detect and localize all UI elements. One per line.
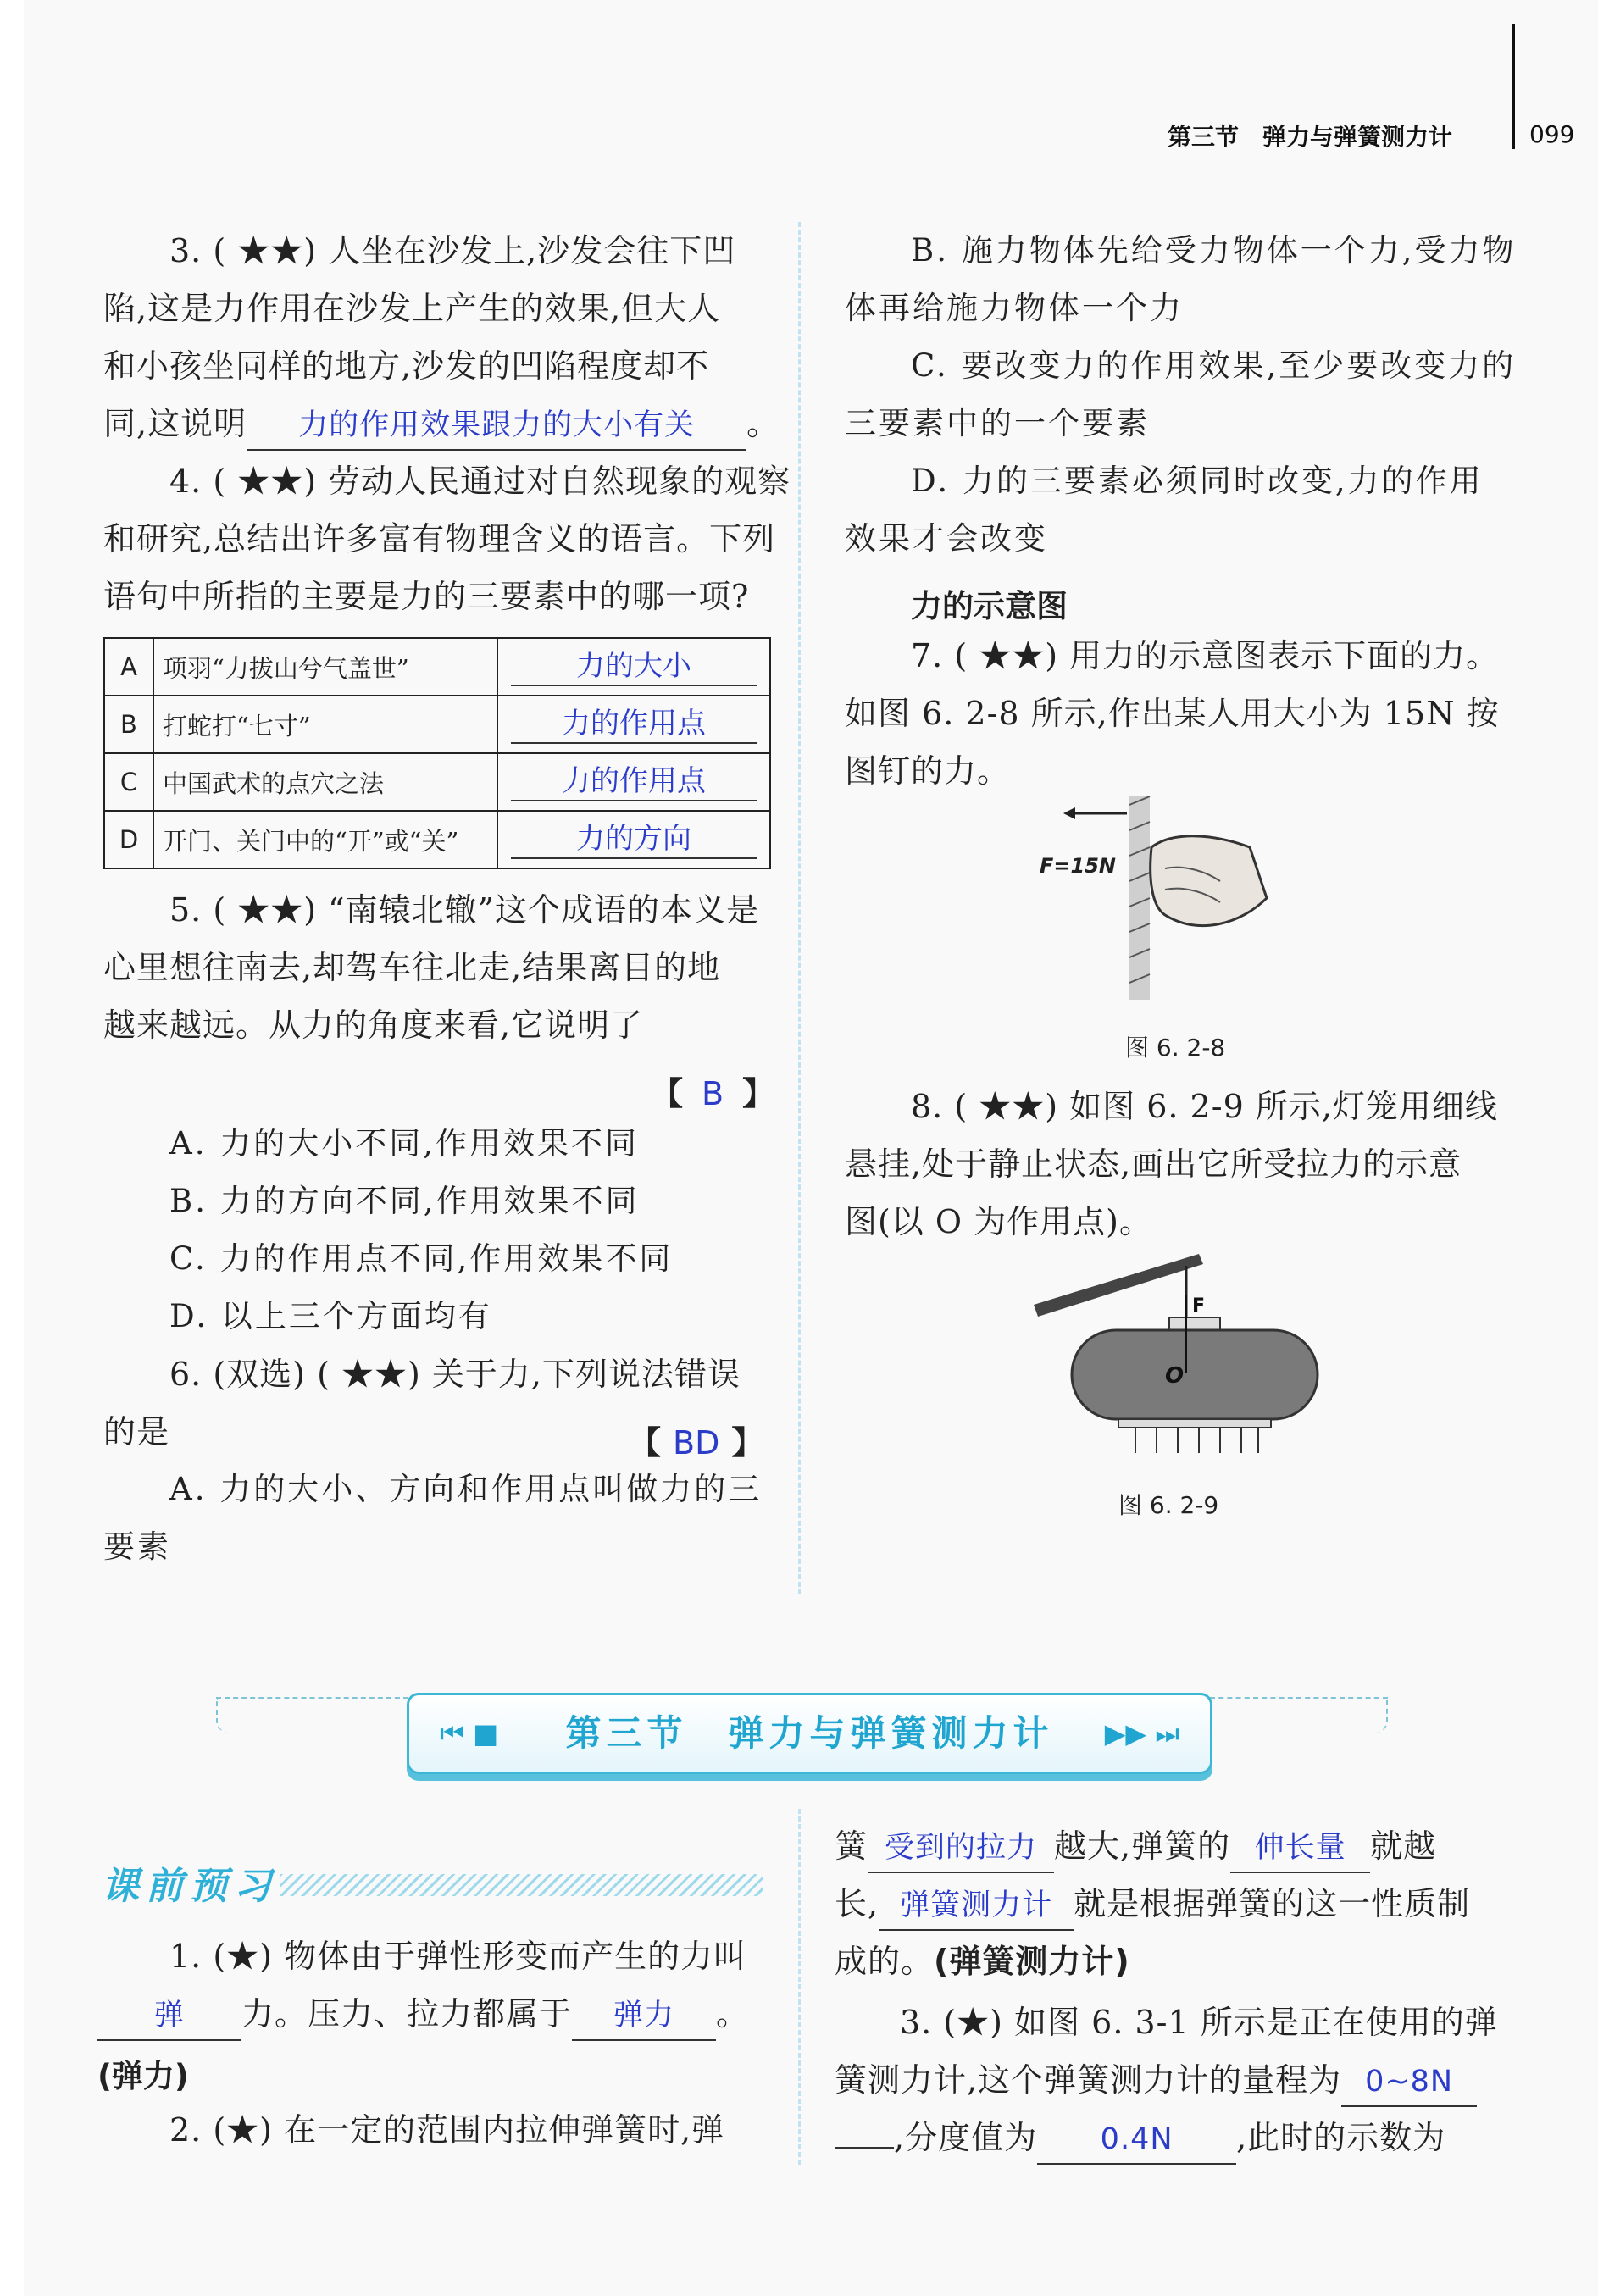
q6-option-a-line-2: 要素 bbox=[103, 1528, 171, 1565]
q6-option-a-line-1: A. 力的大小、方向和作用点叫做力的三 bbox=[169, 1471, 763, 1507]
q4-line-2: 和研究,总结出许多富有物理含义的语言。下列 bbox=[103, 520, 776, 557]
q6-option-d-line-1: D. 力的三要素必须同时改变,力的作用 bbox=[911, 463, 1484, 499]
table-row bbox=[104, 696, 770, 753]
pre-q1-line-2: 弹 力。压力、拉力都属于 弹力 。 bbox=[97, 1985, 749, 2043]
section-banner bbox=[407, 1693, 1212, 1774]
table-row bbox=[104, 638, 770, 696]
skip-back-icon: ⏮ ■ bbox=[440, 1717, 499, 1750]
force-diagram-heading: 力的示意图 bbox=[911, 588, 1068, 624]
table-row bbox=[104, 753, 770, 811]
q4-line-1: 4. ( ★★) 劳动人民通过对自然现象的观察 bbox=[169, 463, 791, 500]
q6-option-b-line-1: B. 施力物体先给受力物体一个力,受力物 bbox=[911, 232, 1517, 269]
banner-title: 第三节 弹力与弹簧测力计 bbox=[565, 1712, 1054, 1754]
tassels bbox=[1135, 1428, 1258, 1453]
pre-q3-line-3: ,分度值为 0.4N ,此时的示数为 bbox=[835, 2109, 1445, 2166]
q8-line-2: 悬挂,处于静止状态,画出它所受拉力的示意 bbox=[845, 1145, 1462, 1183]
table-cell-text: 打蛇打“七寸” bbox=[153, 696, 497, 753]
pre-q3-blank-2[interactable]: 0.4N bbox=[1037, 2116, 1236, 2165]
q7-line-2: 如图 6. 2-8 所示,作出某人用大小为 15N 按 bbox=[845, 695, 1500, 732]
header-section-title: 第三节 弹力与弹簧测力计 bbox=[1168, 123, 1453, 151]
table-cell-text: 中国武术的点穴之法 bbox=[153, 753, 497, 811]
q5-line-1: 5. ( ★★) “南辕北辙”这个成语的本义是 bbox=[169, 891, 759, 929]
pre-q3-line-2: 簧测力计,这个弹簧测力计的量程为 0~8N bbox=[835, 2051, 1477, 2109]
force-f-label: F bbox=[1192, 1295, 1206, 1317]
table-cell-answer[interactable]: 力的作用点 bbox=[511, 705, 757, 744]
header-divider bbox=[1512, 24, 1515, 149]
pre-q1-tag: (弹力) bbox=[97, 2058, 189, 2094]
q4-line-3: 语句中所指的主要是力的三要素中的哪一项? bbox=[103, 578, 750, 615]
pre-q2-line-4: 成的。(弹簧测力计) bbox=[835, 1943, 1130, 1980]
preview-title-hatch bbox=[280, 1874, 763, 1896]
q8-line-3: 图(以 O 为作用点)。 bbox=[845, 1203, 1152, 1240]
pre-q1-line-1: 1. (★) 物体由于弹性形变而产生的力叫 bbox=[169, 1938, 747, 1975]
table-row bbox=[104, 811, 770, 868]
q5-line-3: 越来越远。从力的角度来看,它说明了 bbox=[103, 1007, 644, 1044]
q4-table bbox=[103, 637, 771, 869]
banner-right-line bbox=[1210, 1697, 1388, 1733]
page-number: 099 bbox=[1529, 120, 1575, 148]
q3-prefix: 同,这说明 bbox=[103, 405, 247, 442]
q7-line-3: 图钉的力。 bbox=[845, 752, 1011, 790]
pre-q2-blank-1[interactable]: 受到的拉力 bbox=[868, 1824, 1054, 1873]
pre-q1-blank-1[interactable]: 弹 bbox=[97, 1992, 241, 2041]
hand bbox=[1151, 836, 1267, 926]
q3-line-4 bbox=[103, 395, 780, 452]
table-cell-letter: A bbox=[104, 638, 153, 696]
pre-q2-blank-3[interactable]: 弹簧测力计 bbox=[879, 1882, 1074, 1931]
skip-forward-icon: ▶▶ ⏭ bbox=[1104, 1717, 1179, 1750]
q6-line-2: 的是 bbox=[103, 1413, 170, 1450]
q6-option-c-line-1: C. 要改变力的作用效果,至少要改变力的 bbox=[911, 347, 1517, 384]
column-divider-bottom bbox=[798, 1809, 809, 2165]
q3-answer-blank[interactable]: 力的作用效果跟力的大小有关 bbox=[247, 402, 746, 451]
pre-q1-blank-2[interactable]: 弹力 bbox=[572, 1992, 716, 2041]
q6-option-d-line-2: 效果才会改变 bbox=[845, 520, 1048, 557]
q6-answer[interactable]: BD bbox=[673, 1424, 720, 1461]
pre-q2-blank-2[interactable]: 伸长量 bbox=[1230, 1824, 1370, 1873]
pre-q2-line-2: 簧 受到的拉力 越大,弹簧的 伸长量 就越 bbox=[835, 1817, 1436, 1875]
pre-q2-tag: (弹簧测力计) bbox=[934, 1943, 1130, 1980]
pre-q3-blank-1-cont bbox=[835, 2147, 894, 2149]
point-o-label: O bbox=[1165, 1363, 1185, 1389]
table-cell-letter: D bbox=[104, 811, 153, 868]
lantern-body bbox=[1072, 1330, 1318, 1419]
pre-q3-line-1: 3. (★) 如图 6. 3-1 所示是正在使用的弹 bbox=[900, 2004, 1498, 2041]
table-cell-answer[interactable]: 力的作用点 bbox=[511, 763, 757, 801]
q5-line-2: 心里想往南去,却驾车往北走,结果离目的地 bbox=[103, 949, 721, 986]
q3-line-2: 陷,这是力作用在沙发上产生的效果,但大人 bbox=[103, 290, 721, 327]
table-cell-text: 开门、关门中的“开”或“关” bbox=[153, 811, 497, 868]
table-cell-answer[interactable]: 力的方向 bbox=[511, 820, 757, 859]
pole bbox=[1034, 1254, 1206, 1317]
table-cell-answer[interactable]: 力的大小 bbox=[511, 647, 757, 686]
table-cell-letter: B bbox=[104, 696, 153, 753]
q6-line-1: 6. (双选) ( ★★) 关于力,下列说法错误 bbox=[169, 1356, 741, 1393]
pre-q2-line-3: 长, 弹簧测力计 就是根据弹簧的这一性质制 bbox=[835, 1875, 1470, 1933]
q5-answer-bracket: 【 B 】 bbox=[651, 1075, 775, 1112]
q6-answer-bracket: 【 BD 】 bbox=[629, 1424, 764, 1461]
figure-6-2-9-caption: 图 6. 2-9 bbox=[1118, 1491, 1219, 1519]
q3-line-1: 3. ( ★★) 人坐在沙发上,沙发会往下凹 bbox=[169, 232, 736, 269]
table-cell-text: 项羽“力拔山兮气盖世” bbox=[153, 638, 497, 696]
column-divider bbox=[798, 222, 809, 1594]
q3-suffix: 。 bbox=[746, 405, 780, 442]
arrow-head bbox=[1063, 807, 1075, 819]
q7-line-1: 7. ( ★★) 用力的示意图表示下面的力。 bbox=[911, 637, 1500, 674]
table-cell-letter: C bbox=[104, 753, 153, 811]
figure-lantern bbox=[1029, 1245, 1326, 1457]
q3-line-3: 和小孩坐同样的地方,沙发的凹陷程度却不 bbox=[103, 347, 710, 385]
q6-option-c-line-2: 三要素中的一个要素 bbox=[845, 405, 1150, 441]
pre-q3-blank-1[interactable]: 0~8N bbox=[1341, 2058, 1477, 2107]
q6-option-b-line-2: 体再给施力物体一个力 bbox=[845, 290, 1184, 326]
q5-option-d: D. 以上三个方面均有 bbox=[169, 1298, 492, 1334]
force-label: F=15N bbox=[1040, 854, 1116, 878]
pre-q2-line-1: 2. (★) 在一定的范围内拉伸弹簧时,弹 bbox=[169, 2111, 725, 2149]
q8-line-1: 8. ( ★★) 如图 6. 2-9 所示,灯笼用细线 bbox=[911, 1088, 1498, 1125]
lantern-base bbox=[1118, 1419, 1271, 1428]
q5-option-c: C. 力的作用点不同,作用效果不同 bbox=[169, 1240, 674, 1277]
figure-thumbtack bbox=[1038, 796, 1275, 1000]
preview-title: 课前预习 bbox=[102, 1865, 278, 1908]
banner-left-line bbox=[216, 1697, 408, 1733]
figure-6-2-8-caption: 图 6. 2-8 bbox=[1125, 1034, 1226, 1062]
q5-answer[interactable]: B bbox=[702, 1075, 724, 1112]
q5-option-a: A. 力的大小不同,作用效果不同 bbox=[169, 1125, 640, 1162]
q5-option-b: B. 力的方向不同,作用效果不同 bbox=[169, 1183, 640, 1219]
